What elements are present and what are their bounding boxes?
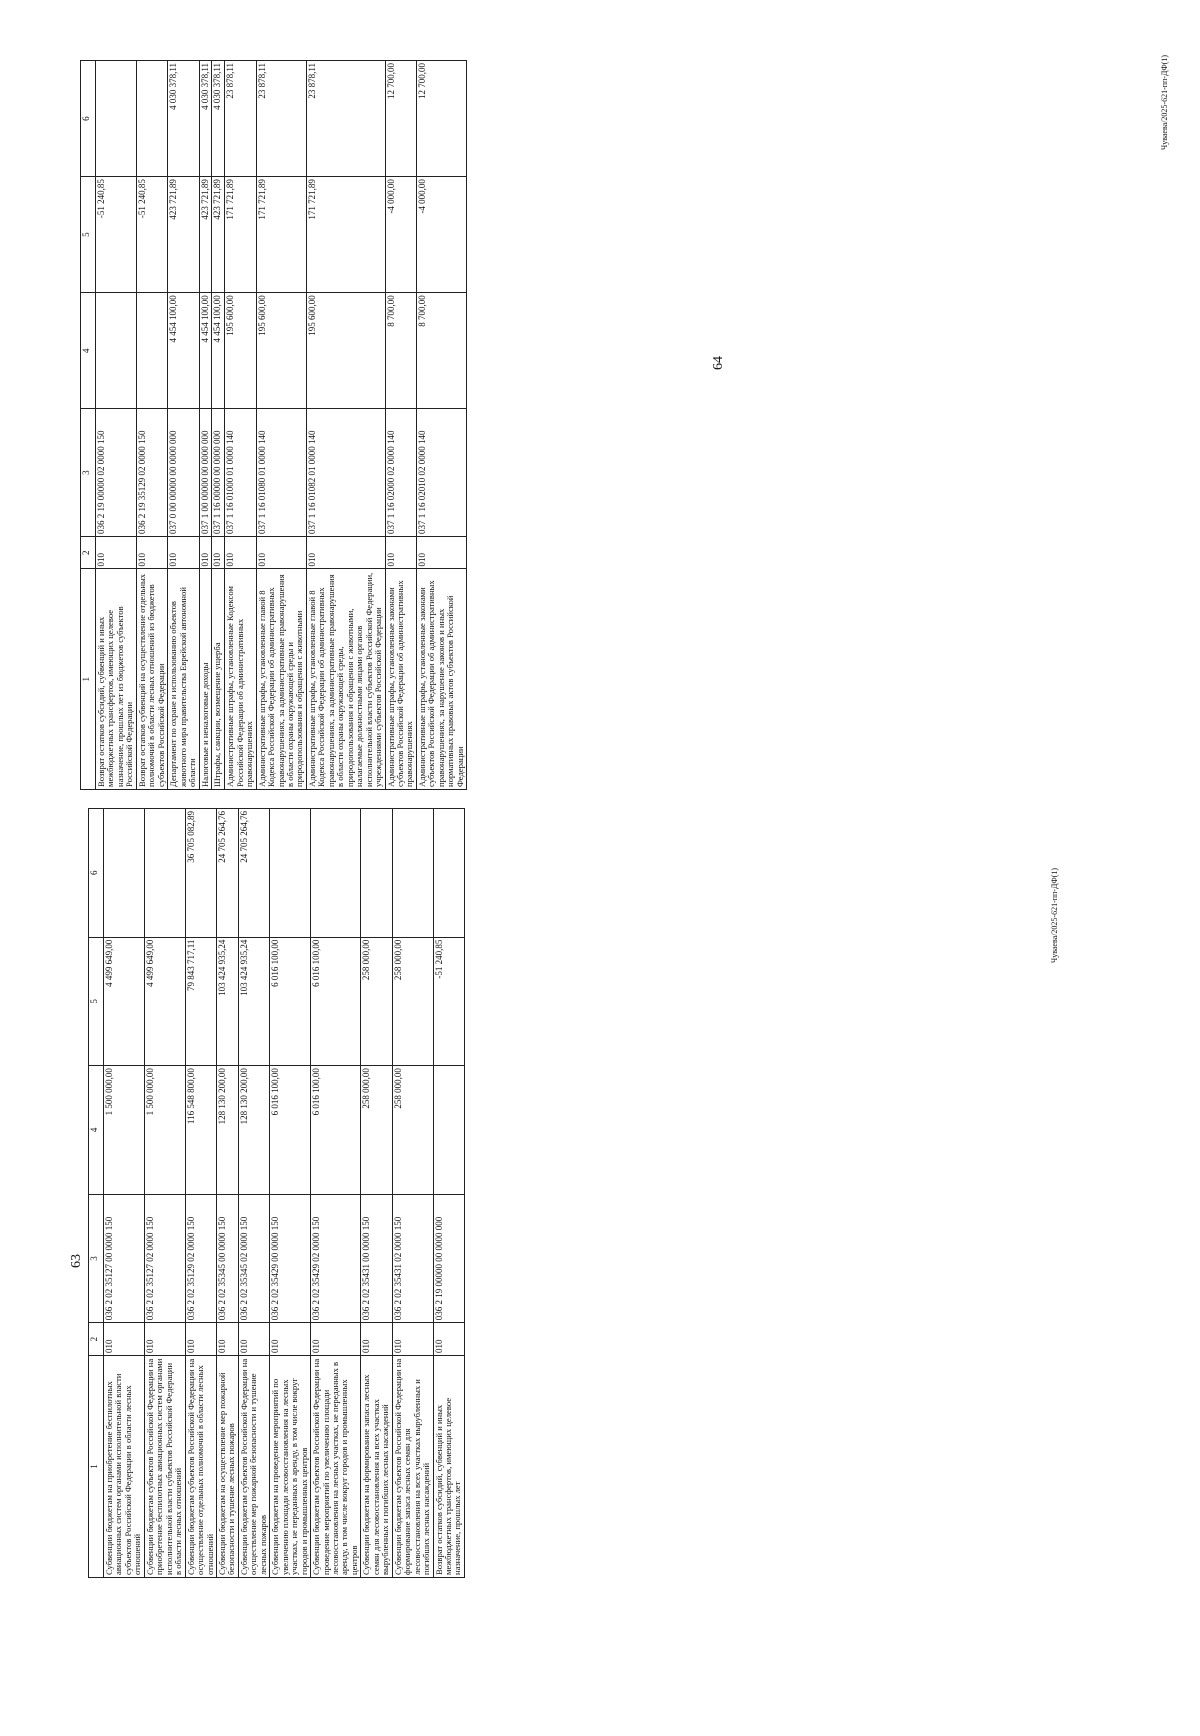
table-row [199, 61, 212, 790]
line-code-cell: 010 [144, 1323, 185, 1356]
table-row [104, 809, 145, 1578]
table-row [144, 809, 185, 1578]
page-64-rotated-content [80, 60, 467, 790]
table-row [433, 809, 464, 1578]
description-cell: Административные штрафы, установленные законами субъектов Российской Федерации об административных правонарушениях, за нарушение законов и иных нормативных правовых актов субъектов Российской Федерации [416, 569, 466, 790]
table-body [96, 61, 467, 790]
description-cell: Административные штрафы, установленные главой 8 Кодекса Российской Федерации об административных правонарушениях, за административные правонарушения в области охраны окружающей среды и природопользования и обращения с животными [256, 569, 306, 790]
unexecuted-amount-cell [136, 61, 167, 177]
approved-amount-cell: 195 600,00 [225, 293, 256, 409]
approved-amount-cell: 8 700,00 [385, 293, 416, 409]
approved-amount-cell: 195 600,00 [306, 293, 385, 409]
description-cell: Административные штрафы, установленные главой 8 Кодекса Российской Федерации об административных правонарушениях, за административные правонарушения в области охраны окружающей среды, природопользования и обращения с животными, налагаемые должностными лицами органов исполнительной власти субъектов Российской Федерации, учреждениями субъектов Российской Федерации [306, 569, 385, 790]
unexecuted-amount-cell [144, 809, 185, 938]
table-row [270, 809, 311, 1578]
approved-amount-cell [433, 1066, 464, 1195]
budget-code-cell: 036 2 02 35431 00 0000 150 [361, 1194, 392, 1323]
budget-code-cell: 036 2 02 35129 02 0000 150 [185, 1194, 216, 1323]
budget-code-cell: 036 2 19 00000 02 0000 150 [96, 409, 137, 537]
unexecuted-amount-cell: 24 705 264,76 [238, 809, 269, 938]
approved-amount-cell: 1 500 000,00 [104, 1066, 145, 1195]
budget-code-cell: 036 2 02 35127 02 0000 150 [144, 1194, 185, 1323]
executed-amount-cell: -51 240,85 [96, 177, 137, 293]
description-cell: Субвенции бюджетам субъектов Российской Федерации на проведение мероприятий по увеличению площади лесовосстановления на лесных участках, не переданных в аренду, в том числе вокруг городов и промышленных центров [311, 1355, 361, 1577]
column-header: 2 [81, 536, 96, 569]
approved-amount-cell: 116 548 800,00 [185, 1066, 216, 1195]
budget-code-cell: 037 1 16 01080 01 0000 140 [256, 409, 306, 537]
line-code-cell: 010 [185, 1323, 216, 1356]
table-row [238, 809, 269, 1578]
description-cell: Субвенции бюджетам субъектов Российской Федерации на приобретение беспилотных авиационных систем органами исполнительной власти субъектов Российской Федерации в области лесных отношений [144, 1355, 185, 1577]
column-header: 6 [81, 61, 96, 177]
unexecuted-amount-cell: 4 030 378,11 [199, 61, 212, 177]
approved-amount-cell: 6 016 100,00 [311, 1066, 361, 1195]
executed-amount-cell: 6 016 100,00 [270, 937, 311, 1066]
page-63 [0, 811, 1200, 1736]
unexecuted-amount-cell [311, 809, 361, 938]
line-code-cell: 010 [433, 1323, 464, 1356]
description-cell: Субвенции бюджетам на проведение мероприятий по увеличению площади лесовосстановления на лесных участках, не переданных в аренду, в том числе вокруг городов и промышленных центров [270, 1355, 311, 1577]
approved-amount-cell: 4 454 100,00 [168, 293, 199, 409]
unexecuted-amount-cell [96, 61, 137, 177]
line-code-cell: 010 [361, 1323, 392, 1356]
column-header: 6 [89, 809, 104, 938]
approved-amount-cell: 8 700,00 [416, 293, 466, 409]
executed-amount-cell: 423 721,89 [212, 177, 225, 293]
approved-amount-cell: 258 000,00 [392, 1066, 433, 1195]
description-cell: Субвенции бюджетам на приобретение беспилотных авиационных систем органами исполнительной власти субъектов Российской Федерации в области лесных отношений [104, 1355, 145, 1577]
column-header: 1 [89, 1355, 104, 1577]
line-code-cell: 010 [311, 1323, 361, 1356]
executed-amount-cell: 423 721,89 [168, 177, 199, 293]
approved-amount-cell [96, 293, 137, 409]
table-row [168, 61, 199, 790]
table-row [225, 61, 256, 790]
table-row [185, 809, 216, 1578]
column-header: 2 [89, 1323, 104, 1356]
executed-amount-cell: 4 499 649,00 [144, 937, 185, 1066]
unexecuted-amount-cell: 12 700,00 [385, 61, 416, 177]
unexecuted-amount-cell: 23 878,11 [306, 61, 385, 177]
executed-amount-cell: -4 000,00 [416, 177, 466, 293]
budget-code-cell: 037 1 16 01082 01 0000 140 [306, 409, 385, 537]
budget-code-cell: 037 1 00 00000 00 0000 000 [199, 409, 212, 537]
line-code-cell: 010 [136, 536, 167, 569]
line-code-cell: 010 [416, 536, 466, 569]
column-header: 3 [81, 409, 96, 537]
unexecuted-amount-cell: 24 705 264,76 [216, 809, 238, 938]
description-cell: Субвенции бюджетам субъектов Российской Федерации на осуществление отдельных полномочий в области лесных отношений [185, 1355, 216, 1577]
executed-amount-cell: -51 240,85 [136, 177, 167, 293]
description-cell: Субвенции бюджетам субъектов Российской Федерации на формирование запаса лесных семян для лесовосстановления на всех участках вырубленных и погибших лесных насаждений [392, 1355, 433, 1577]
budget-code-cell: 037 1 16 02010 02 0000 140 [416, 409, 466, 537]
table-row [306, 61, 385, 790]
executed-amount-cell: 423 721,89 [199, 177, 212, 293]
table-row [212, 61, 225, 790]
unexecuted-amount-cell [104, 809, 145, 938]
executed-amount-cell: 79 843 717,11 [185, 937, 216, 1066]
description-cell: Возврат остатков субвенций на осуществление отдельных полномочий в области лесных отношений из бюджетов субъектов Российской Федерации [136, 569, 167, 790]
unexecuted-amount-cell: 12 700,00 [416, 61, 466, 177]
approved-amount-cell: 128 130 200,00 [216, 1066, 238, 1195]
description-cell: Возврат остатков субсидий, субвенций и иных межбюджетных трансфертов, имеющих целевое назначение, прошлых лет [433, 1355, 464, 1577]
unexecuted-amount-cell [392, 809, 433, 938]
approved-amount-cell: 1 500 000,00 [144, 1066, 185, 1195]
document-id: Чуваева/2025-621-пп-ДФ(1) [1050, 867, 1059, 963]
column-header: 5 [89, 937, 104, 1066]
description-cell: Административные штрафы, установленные Кодексом Российской Федерации об административных правонарушениях [225, 569, 256, 790]
budget-code-cell: 036 2 19 00000 00 0000 000 [433, 1194, 464, 1323]
description-cell: Департамент по охране и использованию объектов животного мира правительства Еврейской автономной области [168, 569, 199, 790]
page-63-rotated-content [88, 808, 465, 1578]
budget-code-cell: 037 1 16 01000 01 0000 140 [225, 409, 256, 537]
unexecuted-amount-cell: 23 878,11 [256, 61, 306, 177]
executed-amount-cell: 4 499 649,00 [104, 937, 145, 1066]
approved-amount-cell: 128 130 200,00 [238, 1066, 269, 1195]
executed-amount-cell: 6 016 100,00 [311, 937, 361, 1066]
description-cell: Налоговые и неналоговые доходы [199, 569, 212, 790]
budget-code-cell: 037 0 00 00000 00 0000 000 [168, 409, 199, 537]
table-row [216, 809, 238, 1578]
line-code-cell: 010 [385, 536, 416, 569]
unexecuted-amount-cell: 4 030 378,11 [212, 61, 225, 177]
page-number: 64 [711, 356, 726, 370]
description-cell: Субвенции бюджетам субъектов Российской Федерации на осуществление мер пожарной безопасности и тушение лесных пожаров [238, 1355, 269, 1577]
unexecuted-amount-cell [361, 809, 392, 938]
line-code-cell: 010 [238, 1323, 269, 1356]
approved-amount-cell [136, 293, 167, 409]
budget-code-cell: 036 2 02 35429 00 0000 150 [270, 1194, 311, 1323]
table-body [104, 809, 465, 1578]
approved-amount-cell: 6 016 100,00 [270, 1066, 311, 1195]
budget-code-cell: 036 2 02 35345 02 0000 150 [238, 1194, 269, 1323]
unexecuted-amount-cell: 23 878,11 [225, 61, 256, 177]
approved-amount-cell: 4 454 100,00 [212, 293, 225, 409]
budget-code-cell: 036 2 02 35345 00 0000 150 [216, 1194, 238, 1323]
table-row [96, 61, 137, 790]
budget-code-cell: 036 2 02 35127 00 0000 150 [104, 1194, 145, 1323]
table-row [392, 809, 433, 1578]
budget-code-cell: 037 1 16 02000 02 0000 140 [385, 409, 416, 537]
executed-amount-cell: 103 424 935,24 [238, 937, 269, 1066]
column-header: 4 [81, 293, 96, 409]
unexecuted-amount-cell [270, 809, 311, 938]
line-code-cell: 010 [212, 536, 225, 569]
budget-code-cell: 036 2 19 35129 02 0000 150 [136, 409, 167, 537]
column-header: 1 [81, 569, 96, 790]
document-id: Чуваева/2025-621-пп-ДФ(1) [1160, 54, 1169, 150]
line-code-cell: 010 [96, 536, 137, 569]
executed-amount-cell: 103 424 935,24 [216, 937, 238, 1066]
description-cell: Административные штрафы, установленные законами субъектов Российской Федерации об административных правонарушениях [385, 569, 416, 790]
line-code-cell: 010 [256, 536, 306, 569]
table-row [385, 61, 416, 790]
approved-amount-cell: 4 454 100,00 [199, 293, 212, 409]
table-row [136, 61, 167, 790]
income-table [80, 60, 467, 790]
line-code-cell: 010 [306, 536, 385, 569]
description-cell: Субвенции бюджетам на осуществление мер пожарной безопасности и тушение лесных пожаров [216, 1355, 238, 1577]
table-header-row [89, 809, 104, 1578]
line-code-cell: 010 [104, 1323, 145, 1356]
line-code-cell: 010 [199, 536, 212, 569]
income-table [88, 808, 465, 1578]
unexecuted-amount-cell: 36 705 082,89 [185, 809, 216, 938]
executed-amount-cell: 171 721,89 [306, 177, 385, 293]
budget-code-cell: 036 2 02 35431 02 0000 150 [392, 1194, 433, 1323]
line-code-cell: 010 [392, 1323, 433, 1356]
executed-amount-cell: 258 000,00 [361, 937, 392, 1066]
budget-code-cell: 037 1 16 00000 00 0000 000 [212, 409, 225, 537]
line-code-cell: 010 [168, 536, 199, 569]
table-row [416, 61, 466, 790]
line-code-cell: 010 [225, 536, 256, 569]
unexecuted-amount-cell [433, 809, 464, 938]
table-row [256, 61, 306, 790]
line-code-cell: 010 [270, 1323, 311, 1356]
executed-amount-cell: 171 721,89 [225, 177, 256, 293]
description-cell: Субвенции бюджетам на формирование запаса лесных семян для лесовосстановления на всех участках вырубленных и погибших лесных насаждений [361, 1355, 392, 1577]
line-code-cell: 010 [216, 1323, 238, 1356]
approved-amount-cell: 258 000,00 [361, 1066, 392, 1195]
table-row [361, 809, 392, 1578]
executed-amount-cell: 171 721,89 [256, 177, 306, 293]
page-number: 63 [69, 1254, 84, 1268]
executed-amount-cell: 258 000,00 [392, 937, 433, 1066]
executed-amount-cell: -51 240,85 [433, 937, 464, 1066]
budget-code-cell: 036 2 02 35429 02 0000 150 [311, 1194, 361, 1323]
approved-amount-cell: 195 600,00 [256, 293, 306, 409]
table-row [311, 809, 361, 1578]
table-header-row [81, 61, 96, 790]
unexecuted-amount-cell: 4 030 378,11 [168, 61, 199, 177]
executed-amount-cell: -4 000,00 [385, 177, 416, 293]
description-cell: Возврат остатков субсидий, субвенций и иных межбюджетных трансфертов, имеющих целевое назначение, прошлых лет из бюджетов субъектов Российской Федерации [96, 569, 137, 790]
description-cell: Штрафы, санкции, возмещение ущерба [212, 569, 225, 790]
column-header: 3 [89, 1194, 104, 1323]
column-header: 4 [89, 1066, 104, 1195]
column-header: 5 [81, 177, 96, 293]
